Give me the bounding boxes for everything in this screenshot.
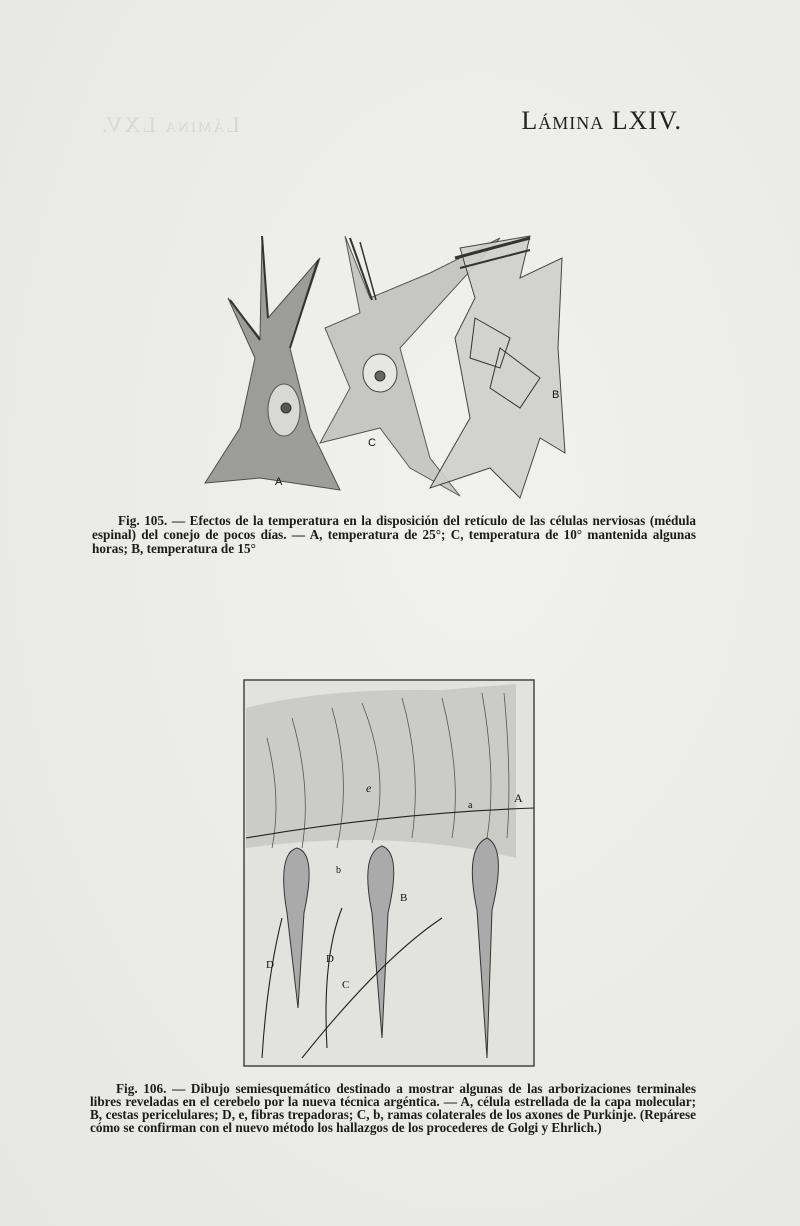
bleed-through-text: Lámina LXV. (100, 112, 240, 137)
figure-105-caption-label: Fig. 105. (118, 513, 168, 528)
figure2-label-b: b (336, 865, 341, 876)
figure-105-caption (92, 514, 696, 556)
figure-106-illustration (242, 678, 538, 1070)
figure1-label-a: A (275, 476, 283, 488)
figure2-label-D2: D (326, 953, 334, 965)
figure2-label-a: a (468, 800, 473, 811)
figure2-label-e: e (366, 781, 372, 795)
figure-106-caption-text: — Dibujo semiesquemático destinado a mostrar algunas de las arborizaciones terminales libres reveladas en el cerebelo por la nueva técnica argéntica. — A, célula estrellada de la capa molecular; B, cestas pericelulares; D, e, fibras trepadoras; C, b, ramas colaterales de los axones de Purkinje. (Repárese cómo se confirman con el nuevo método los hallazgos de los procederes de Golgi y Ehrlich.) (90, 1081, 696, 1135)
figure-105-illustration (200, 228, 580, 500)
figure-106-caption (90, 1082, 696, 1134)
figure-105-caption-text: — Efectos de la temperatura en la disposición del retículo de las células nerviosas (médula espinal) del conejo de pocos días. — A, temperatura de 25°; C, temperatura de 10° mantenida algunas horas; B, temperatura de 15° (92, 513, 696, 556)
figure-106-caption-label: Fig. 106. (116, 1081, 167, 1096)
cell-a-drawing (205, 236, 340, 490)
figure1-label-b: B (552, 389, 560, 401)
figure2-label-D1: D (266, 959, 274, 971)
figure1-label-c: C (368, 437, 376, 449)
figure2-label-A: A (514, 791, 523, 805)
figure2-label-C: C (342, 979, 350, 991)
figure2-label-B: B (400, 892, 408, 904)
plate-title: Lámina LXIV. (521, 106, 682, 135)
